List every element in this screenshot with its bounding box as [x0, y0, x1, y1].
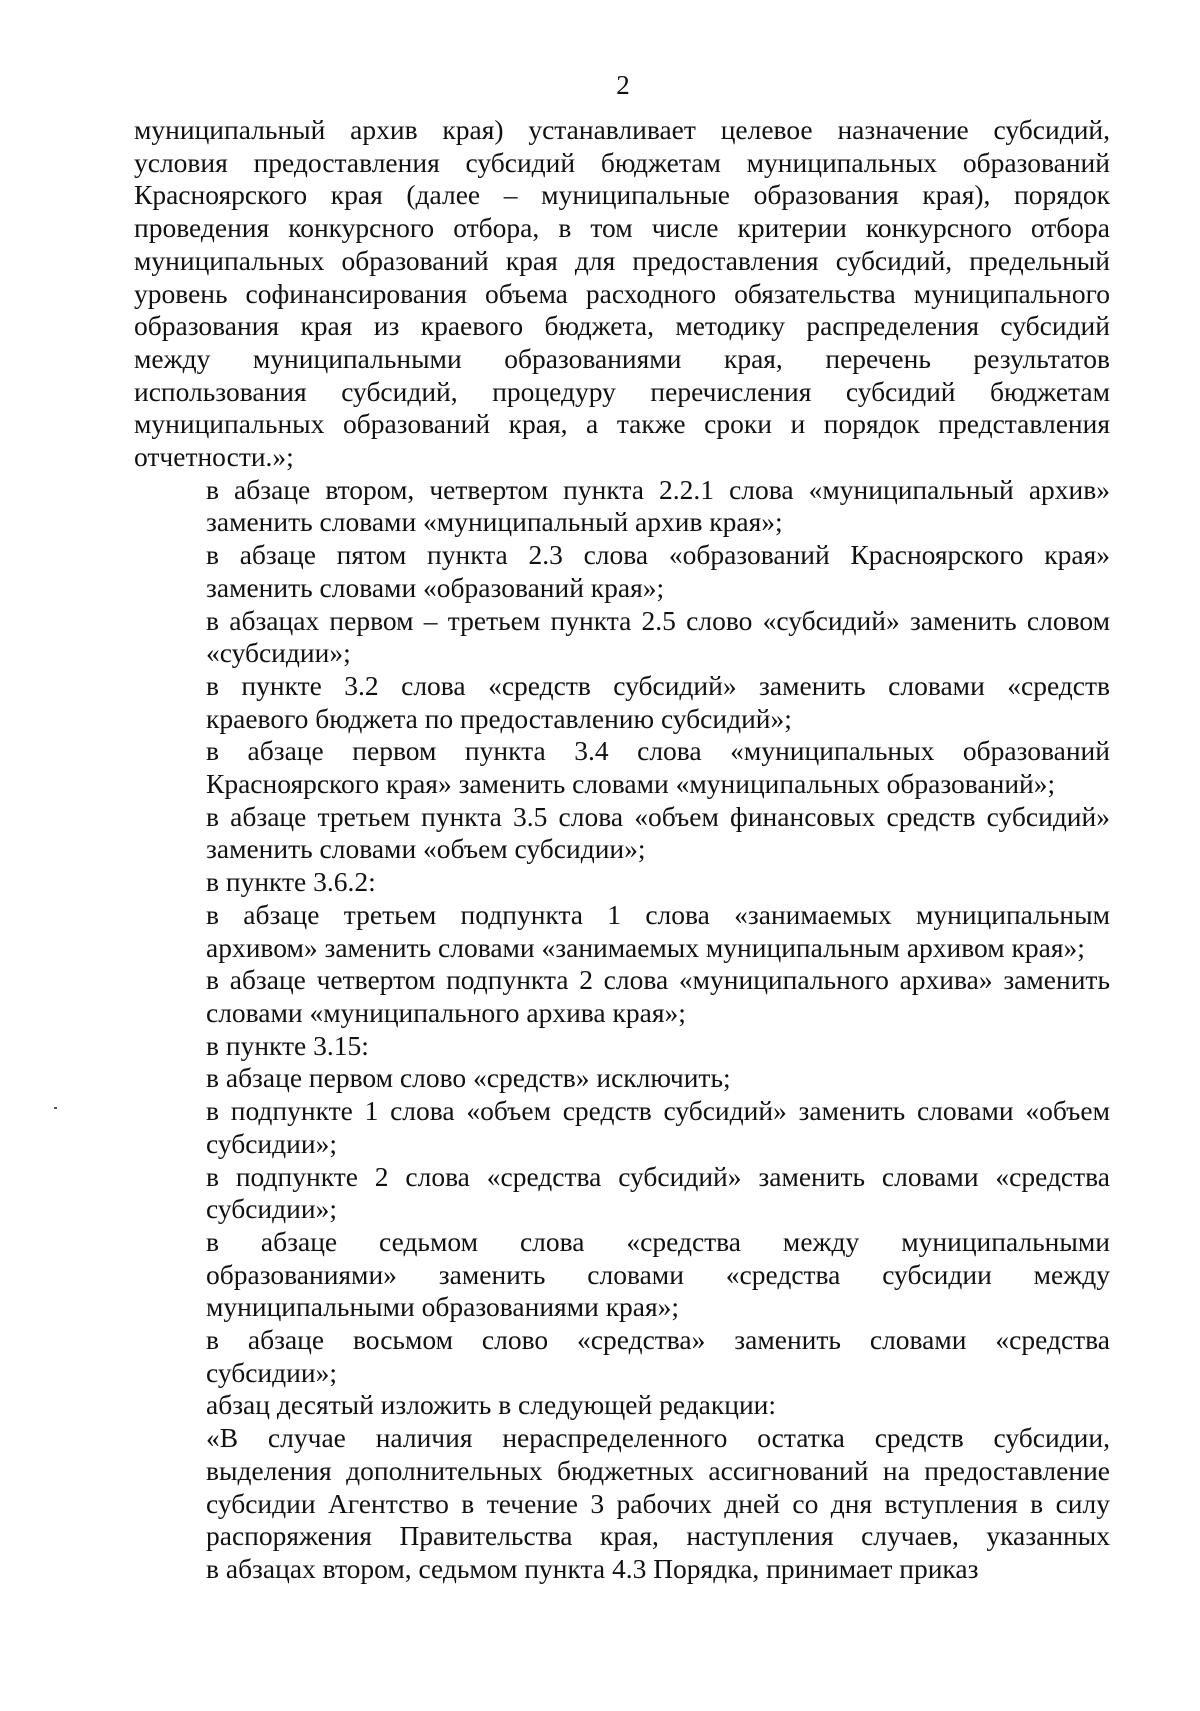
text-line: в пункте 3.15: [206, 1029, 369, 1061]
document-body [134, 114, 1110, 1586]
paragraph [134, 735, 1110, 800]
paragraph [134, 670, 1110, 735]
paragraph [134, 605, 1110, 670]
text-line: в абзацах втором, седьмом пункта 4.3 Порядка, принимает приказ [206, 1552, 979, 1584]
text-line: Красноярского края» заменить словами «муниципальных образований»; [206, 768, 1056, 800]
text-line: распоряжения Правительства края, наступления случаев, указанных [206, 1520, 1110, 1552]
text-line: между муниципальными образованиями края, перечень результатов [134, 342, 1110, 374]
text-line: субсидии»; [206, 1127, 337, 1159]
paragraph [134, 964, 1110, 1029]
text-line: отчетности.»; [134, 441, 294, 473]
paragraph [134, 474, 1110, 539]
text-line: в абзацах первом – третьем пункта 2.5 слово «субсидий» заменить словом [206, 604, 1110, 636]
text-line: муниципальный архив края) устанавливает целевое назначение субсидий, [134, 114, 1110, 145]
paragraph [134, 801, 1110, 866]
paragraph [134, 1324, 1110, 1389]
paragraph [134, 1226, 1110, 1324]
text-line: словами «муниципального архива края»; [206, 996, 686, 1028]
text-line: заменить словами «объем субсидии»; [206, 833, 646, 865]
text-line: образования края из краевого бюджета, методику распределения субсидий [134, 310, 1110, 342]
paragraph [134, 1389, 1110, 1422]
paragraph [134, 866, 1110, 899]
text-line: уровень софинансирования объема расходного обязательства муниципального [134, 277, 1110, 309]
text-line: в пункте 3.6.2: [206, 866, 376, 898]
paragraph [134, 1161, 1110, 1226]
text-line: использования субсидий, процедуру перечисления субсидий бюджетам [134, 375, 1110, 407]
paragraph [134, 1062, 1110, 1095]
text-line: Красноярского края (далее – муниципальные образования края), порядок [134, 179, 1110, 211]
paragraph [134, 1422, 1110, 1586]
text-line: муниципальными образованиями края»; [206, 1291, 680, 1323]
paragraph [134, 539, 1110, 604]
text-line: в абзаце первом слово «средств» исключить; [206, 1062, 731, 1094]
text-line: заменить словами «образований края»; [206, 571, 665, 603]
paragraph [134, 1095, 1110, 1160]
paragraph [134, 899, 1110, 964]
text-line: в абзаце третьем пункта 3.5 слова «объем финансовых средств субсидий» [206, 800, 1110, 832]
paragraph [134, 114, 1110, 474]
text-line: краевого бюджета по предоставлению субсидий»; [206, 702, 792, 734]
text-line: проведения конкурсного отбора, в том числе критерии конкурсного отбора [134, 212, 1110, 244]
text-line: «субсидии»; [206, 637, 351, 669]
text-line: выделения дополнительных бюджетных ассигнований на предоставление [206, 1454, 1110, 1486]
text-line: в абзаце седьмом слова «средства между муниципальными [206, 1225, 1110, 1257]
text-line: субсидии»; [206, 1193, 337, 1225]
text-line: в абзаце третьем подпункта 1 слова «занимаемых муниципальным [206, 898, 1110, 930]
text-line: заменить словами «муниципальный архив края»; [206, 506, 783, 538]
text-line: муниципальных образований края для предоставления субсидий, предельный [134, 244, 1110, 276]
text-line: муниципальных образований края, а также сроки и порядок представления [134, 408, 1110, 440]
text-line: в абзаце пятом пункта 2.3 слова «образований Красноярского края» [206, 539, 1110, 571]
text-line: в подпункте 1 слова «объем средств субсидий» заменить словами «объем [206, 1095, 1110, 1127]
text-line: абзац десятый изложить в следующей редакции: [206, 1389, 777, 1421]
text-line: архивом» заменить словами «занимаемых муниципальным архивом края»; [206, 931, 1085, 963]
text-line: в абзаце четвертом подпункта 2 слова «муниципального архива» заменить [206, 964, 1110, 996]
text-line: образованиями» заменить словами «средства субсидии между [206, 1258, 1110, 1290]
text-line: в абзаце втором, четвертом пункта 2.2.1 слова «муниципальный архив» [206, 473, 1110, 505]
text-line: в абзаце первом пункта 3.4 слова «муниципальных образований [206, 735, 1110, 767]
text-line: условия предоставления субсидий бюджетам муниципальных образований [134, 146, 1110, 178]
text-line: в подпункте 2 слова «средства субсидий» заменить словами «средства [206, 1160, 1110, 1192]
text-line: «В случае наличия нераспределенного остатка средств субсидии, [206, 1422, 1110, 1454]
text-line: субсидии»; [206, 1356, 337, 1388]
page-number: 2 [616, 70, 630, 100]
text-line: субсидии Агентство в течение 3 рабочих дней со дня вступления в силу [206, 1487, 1110, 1519]
text-line: в абзаце восьмом слово «средства» заменить словами «средства [206, 1324, 1110, 1356]
paragraph [134, 1030, 1110, 1063]
scan-speck [54, 1107, 57, 1109]
text-line: в пункте 3.2 слова «средств субсидий» заменить словами «средств [206, 669, 1110, 701]
